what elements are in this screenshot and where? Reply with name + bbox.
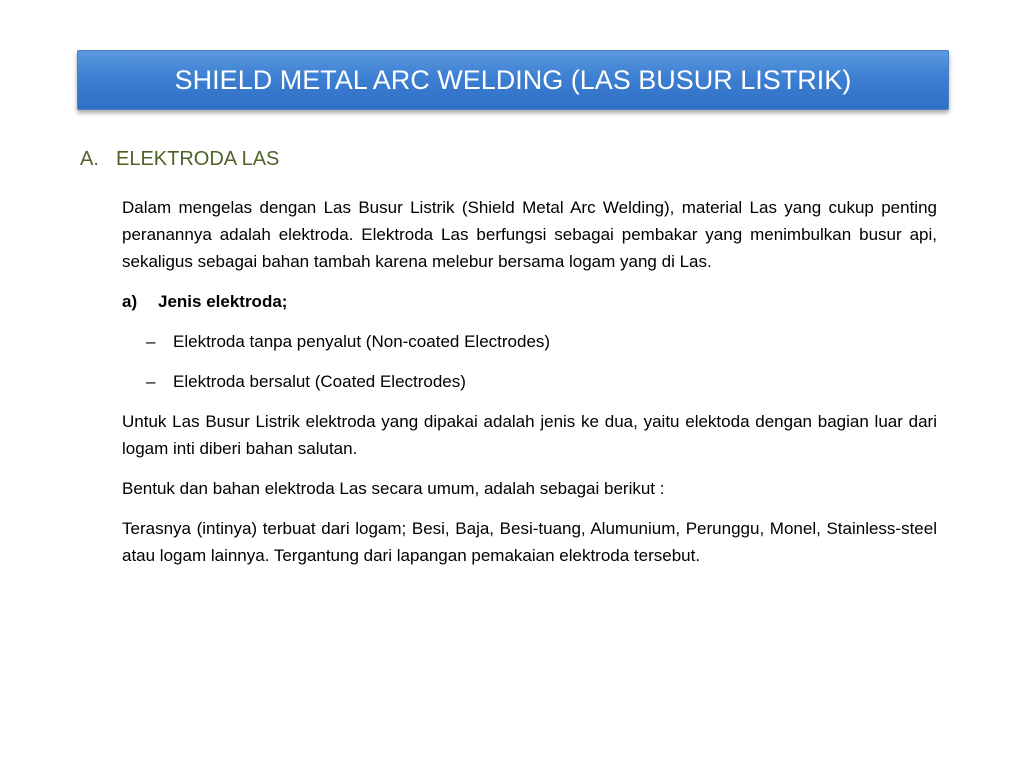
subsection-heading: [122, 288, 937, 315]
shape-material-paragraph: Bentuk dan bahan elektroda Las secara umum, adalah sebagai berikut :: [122, 479, 665, 498]
section-marker: A.: [80, 148, 99, 170]
title-banner: [77, 50, 949, 110]
dash-bullet: –: [146, 372, 156, 391]
list-item: [122, 328, 937, 355]
section-heading: [80, 148, 279, 171]
subsection-marker: a): [122, 292, 138, 311]
dash-bullet: –: [146, 332, 156, 351]
slide-content: [122, 194, 937, 582]
list-item-text: Elektroda tanpa penyalut (Non-coated Electrodes): [173, 332, 551, 351]
intro-paragraph: Dalam mengelas dengan Las Busur Listrik (Shield Metal Arc Welding), material Las yang cukup penting peranannya adalah elektroda. Elektroda Las berfungsi sebagai pembakar yang menimbulkan busur api, sekaligus sebagai bahan tambah karena melebur bersama logam yang di Las.: [122, 198, 937, 271]
core-paragraph: Terasnya (intinya) terbuat dari logam; Besi, Baja, Besi-tuang, Alumunium, Perunggu, Monel, Stainless-steel atau logam lainnya. Tergantung dari lapangan pemakaian elektroda tersebut.: [122, 519, 937, 565]
slide-title: SHIELD METAL ARC WELDING (LAS BUSUR LISTRIK): [174, 64, 852, 95]
section-heading-text: ELEKTRODA LAS: [116, 148, 280, 170]
list-item-text: Elektroda bersalut (Coated Electrodes): [173, 372, 466, 391]
subsection-heading-text: Jenis elektroda;: [158, 292, 288, 311]
second-type-paragraph: Untuk Las Busur Listrik elektroda yang dipakai adalah jenis ke dua, yaitu elektoda dengan bagian luar dari logam inti diberi bahan salutan.: [122, 412, 937, 458]
list-item: [122, 368, 937, 395]
